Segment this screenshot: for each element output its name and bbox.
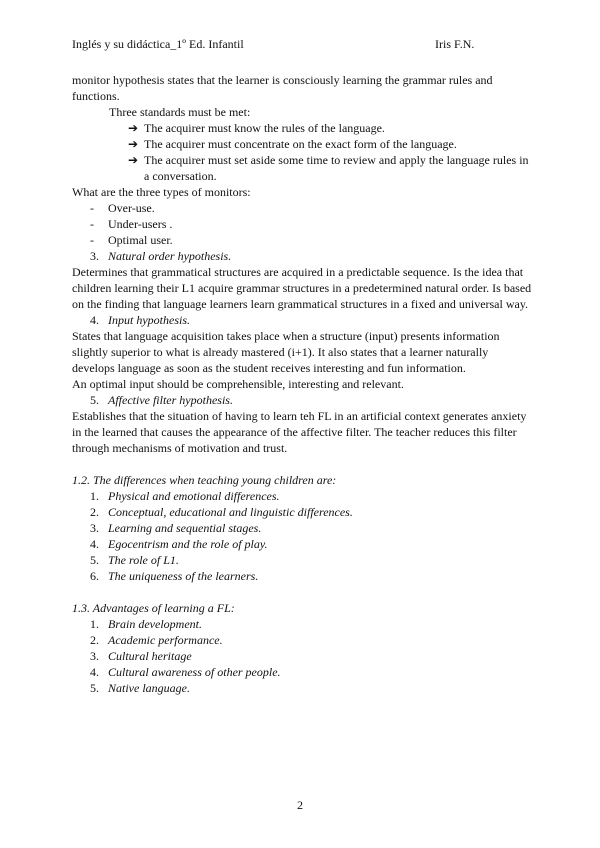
list-item: 2. Academic performance. xyxy=(90,633,223,647)
list-item: 5. Native language. xyxy=(90,681,190,695)
list-item: - Optimal user. xyxy=(90,233,173,247)
hypothesis-heading: 3. Natural order hypothesis. xyxy=(90,249,232,263)
list-item: 5. The role of L1. xyxy=(90,553,179,567)
intro-paragraph: monitor hypothesis states that the learner is consciously learning the grammar rules and functions. xyxy=(72,73,493,103)
standards-intro: Three standards must be met: xyxy=(109,105,251,119)
hypothesis-paragraph: States that language acquisition takes place when a structure (input) presents information slightly superior to what is already mastered (i+1). It also states that a learner naturally develops language as soon as the student receives interesting and fun information. xyxy=(72,329,500,375)
list-item: 2. Conceptual, educational and linguistic differences. xyxy=(90,505,353,519)
arrow-bullet-icon: ➔ xyxy=(128,137,139,151)
list-item: 6. The uniqueness of the learners. xyxy=(90,569,259,583)
section-title: 1.2. The differences when teaching young children are: xyxy=(72,473,337,487)
page-number: 2 xyxy=(297,798,303,812)
hypothesis-paragraph: Determines that grammatical structures are acquired in a predictable sequence. Is the idea that children learning their L1 acquire grammar structures in a predetermined natural order. Is based on the finding that language learners learn grammatical structures in a fixed and universal way. xyxy=(72,265,532,311)
list-item: 3. Cultural heritage xyxy=(90,649,192,663)
list-item: 1. Brain development. xyxy=(90,617,202,631)
differences-list xyxy=(72,488,532,584)
hypothesis-paragraph: Establishes that the situation of having to learn teh FL in an artificial context generates anxiety in the learned that causes the appearance of the affective filter. The teacher reduces this filter through mechanisms of motivation and trust. xyxy=(72,409,527,455)
list-item: ➔ The acquirer must know the rules of the language. xyxy=(128,121,385,135)
list-item: ➔ The acquirer must concentrate on the exact form of the language. xyxy=(128,137,457,151)
advantages-list xyxy=(72,616,532,696)
arrow-bullet-icon: ➔ xyxy=(128,153,139,167)
list-item: 4. Egocentrism and the role of play. xyxy=(90,537,268,551)
list-item: - Over-use. xyxy=(90,201,155,215)
hypothesis-heading: 4. Input hypothesis. xyxy=(90,313,190,327)
list-item: 1. Physical and emotional differences. xyxy=(90,489,280,503)
monitor-types-list xyxy=(72,200,532,248)
hypothesis-paragraph: An optimal input should be comprehensible, interesting and relevant. xyxy=(72,377,404,391)
page-header xyxy=(72,36,528,52)
header-author: Iris F.N. xyxy=(435,37,475,51)
list-item: 3. Learning and sequential stages. xyxy=(90,521,262,535)
hypothesis-heading: 5. Affective filter hypothesis. xyxy=(90,393,233,407)
list-item: ➔ The acquirer must set aside some time to review and apply the language rules in a conversation. xyxy=(128,153,529,183)
list-item: 4. Cultural awareness of other people. xyxy=(90,665,281,679)
arrow-bullet-icon: ➔ xyxy=(128,121,139,135)
list-item: - Under-users . xyxy=(90,217,173,231)
header-course-title: Inglés y su didáctica_1º Ed. Infantil xyxy=(72,37,244,51)
standards-list xyxy=(72,120,532,184)
section-title: 1.3. Advantages of learning a FL: xyxy=(72,601,235,615)
monitor-types-question: What are the three types of monitors: xyxy=(72,185,251,199)
page-content xyxy=(72,72,532,696)
